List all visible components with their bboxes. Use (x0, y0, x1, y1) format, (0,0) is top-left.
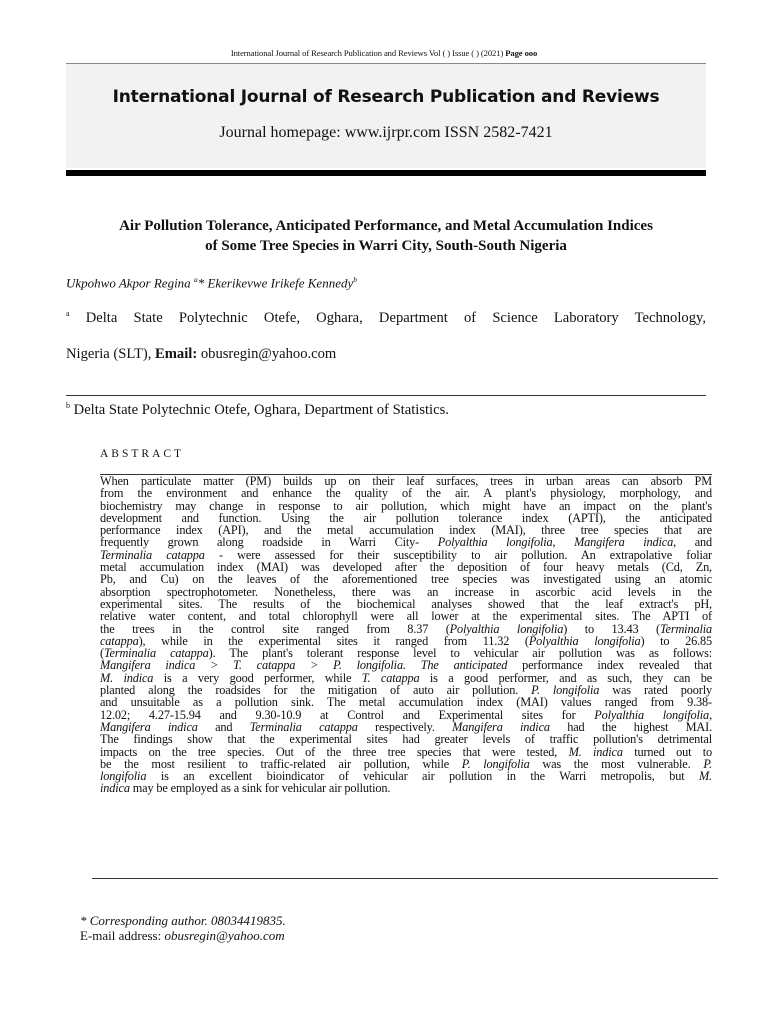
abstract-text-segment: had the highest MAI. (549, 719, 712, 734)
email-value[interactable]: obusregin@yahoo.com (197, 346, 337, 362)
abstract-italic-segment: catappa (100, 633, 139, 648)
abstract-italic-segment: Terminalia catappa (100, 547, 205, 562)
abstract-italic-segment: Mangifera indica (100, 719, 198, 734)
abstract-text-segment: is a good performer, and as such, they can be (419, 670, 712, 685)
affiliation-a-line-1 (66, 309, 706, 327)
affiliation-a-mark: a (66, 309, 70, 318)
abstract-italic-segment: longifolia (100, 769, 147, 784)
abstract-text-segment: ). The plant's tolerant response level to vehicular air pollution was as follows: (208, 646, 712, 661)
abstract-italic-segment: P. longifolia (461, 756, 530, 771)
abstract-italic-segment: M. indica (568, 744, 623, 759)
abstract-text-segment: may be employed as a sink for vehicular air pollution. (129, 781, 391, 796)
abstract-italic-segment: Mangifera indica (574, 535, 674, 550)
abstract-italic-segment: Terminalia (659, 621, 712, 636)
abstract-italic-segment: Terminalia catappa (103, 646, 209, 661)
affiliation-divider (66, 395, 706, 396)
abstract-text-segment: impacts on the tree species. Out of the three tree species that were tested, (100, 744, 569, 759)
abstract-text-segment: ) to 13.43 ( (563, 621, 660, 636)
abstract-text-segment: , (709, 707, 712, 722)
abstract-text-segment: was the most vulnerable. (529, 756, 704, 771)
abstract-text-segment: is a very good performer, while (153, 670, 362, 685)
journal-title: International Journal of Research Publication and Reviews (112, 87, 660, 107)
abstract-text-segment: turned out to (622, 744, 712, 759)
abstract-italic-segment: M. indica (100, 670, 154, 685)
author-list (66, 275, 357, 291)
affiliation-b-text: Delta State Polytechnic Otefe, Oghara, Department of Statistics. (70, 401, 449, 418)
abstract-text-segment: was rated poorly (599, 683, 713, 698)
abstract-text-segment: planted along the roadsides for the mitigation of auto air pollution. (100, 683, 532, 698)
abstract-italic-segment: indica (100, 781, 130, 796)
abstract-body (100, 475, 712, 795)
abstract-italic-segment: P. (703, 756, 713, 771)
email-label: Email: (155, 346, 198, 362)
abstract-text-segment: is an excellent bioindicator of vehicular air pollution in the Warri metropolis, but (146, 769, 699, 784)
footnote-email-label: E-mail address: (80, 928, 165, 943)
abstract-text-segment: - were assessed for their susceptibility to air pollution. An extrapolative foliar (204, 547, 712, 562)
abstract-text-segment: the trees in the control site ranged from 8.37 ( (100, 621, 450, 636)
running-head (0, 48, 768, 58)
abstract-text-segment: ( (100, 646, 104, 661)
abstract-italic-segment: M. (698, 769, 712, 784)
abstract-text-segment: performance index (API), and the metal accumulation index (MAI), three tree species that are (100, 523, 712, 538)
abstract-text-segment: , (552, 535, 575, 550)
abstract-italic-segment: T. catappa (361, 670, 420, 685)
abstract-italic-segment: Polyalthia longifolia (449, 621, 564, 636)
abstract-italic-segment: Mangifera indica (452, 719, 550, 734)
abstract-italic-segment: Polyalthia longifolia (437, 535, 553, 550)
article-title (66, 216, 706, 256)
abstract-italic-segment: P. longifolia (531, 683, 600, 698)
author-2-affil-mark: b (353, 275, 357, 284)
journal-homepage-issn: Journal homepage: www.ijrpr.com ISSN 2582-7421 (219, 124, 553, 141)
footnote-email-value[interactable]: obusregin@yahoo.com (164, 928, 285, 943)
abstract-heading: ABSTRACT (100, 448, 185, 460)
abstract-text-segment: relative water content, and total chlorophyll were all lower at the experimental sites. The APTI of (100, 609, 712, 624)
abstract-text-segment: , and (673, 535, 713, 550)
abstract-text-segment: biochemistry may change in response to air pollution, which might have an impact on the plant's (100, 498, 712, 513)
abstract-text-segment: performance index revealed that (507, 658, 712, 673)
running-head-page: Page ooo (505, 48, 538, 58)
abstract-text-segment: 12.02; 4.27-15.94 and 9.30-10.9 at Control and Experimental sites for (100, 707, 595, 722)
abstract-text-segment: ) to 26.85 (640, 633, 712, 648)
author-2: Ekerikevwe Irikefe Kennedy (207, 275, 354, 291)
header-rule-thick (66, 170, 706, 176)
corresponding-author-note (80, 913, 286, 928)
author-1: Ukpohwo Akpor Regina (66, 275, 194, 291)
abstract-bottom-rule (92, 878, 718, 879)
footnote (80, 913, 286, 943)
article-title-line-2: of Some Tree Species in Warri City, South-South Nigeria (205, 238, 567, 254)
abstract-text-segment: metal accumulation index (MAI) was developed after the deposition of four heavy metals (Cd, Zn, (100, 560, 712, 575)
corresponding-star: * (197, 275, 208, 291)
article-title-line-1: Air Pollution Tolerance, Anticipated Performance, and Metal Accumulation Indices (119, 218, 653, 234)
abstract-text-segment: respectively. (357, 719, 453, 734)
abstract-text-segment: development and function. Using the air pollution tolerance index (APTI), the anticipated (100, 510, 712, 525)
abstract-text-segment: be the most resilient to traffic-related air pollution, while (100, 756, 462, 771)
abstract-text-segment: and (197, 719, 250, 734)
abstract-text-segment: The findings show that the experimental sites had greater levels of traffic pollution's detrimental (100, 732, 712, 747)
author-1-affil-mark: a (193, 275, 198, 284)
abstract-italic-segment: Polyalthia longifolia (594, 707, 710, 722)
journal-banner (66, 64, 706, 168)
footnote-email-line (80, 928, 286, 943)
abstract-italic-segment: Mangifera indica > T. catappa > P. longifolia. The anticipated (100, 658, 508, 673)
abstract-text-segment: and unsuitable as a pollution sink. The metal accumulation index (MAI) values ranged from 9.38- (100, 695, 712, 710)
abstract-text-segment: experimental sites. The results of the biochemical analyses showed that the leaf extract's pH, (100, 596, 712, 611)
abstract-text-segment: When particulate matter (PM) builds up on their leaf surfaces, trees in urban areas can absorb PM (100, 474, 712, 488)
running-head-text: International Journal of Research Publication and Reviews Vol ( ) Issue ( ) (2021) (230, 48, 506, 58)
affiliation-a-text: Delta State Polytechnic Otefe, Oghara, Department of Science Laboratory Technology, (69, 309, 706, 326)
affiliation-b-mark: b (66, 401, 70, 410)
abstract-text-segment: from the environment and enhance the quality of the air. A plant's physiology, morphology, and (100, 486, 712, 501)
abstract-text-segment: Pb, and Cu) on the leaves of the aforementioned tree species was investigated using an atomic (100, 572, 712, 587)
abstract-italic-segment: Terminalia catappa (249, 719, 358, 734)
corresponding-author-text: * Corresponding author. 08034419835. (80, 913, 286, 928)
affiliation-a-line-2 (66, 346, 706, 363)
abstract-text-segment: ), while in the experimental sites it ranged from 11.32 ( (138, 633, 529, 648)
abstract-text-segment: frequently grown along roadside in Warri City- (100, 535, 438, 550)
affiliation-b (66, 401, 706, 419)
abstract-text-segment: absorption spectrophotometer. Nonetheless, there was an increase in ascorbic acid levels in the (100, 584, 712, 599)
abstract-line (100, 782, 712, 794)
abstract-italic-segment: Polyalthia longifolia (528, 633, 641, 648)
affiliation-a-text-2: Nigeria (SLT), (66, 346, 156, 362)
